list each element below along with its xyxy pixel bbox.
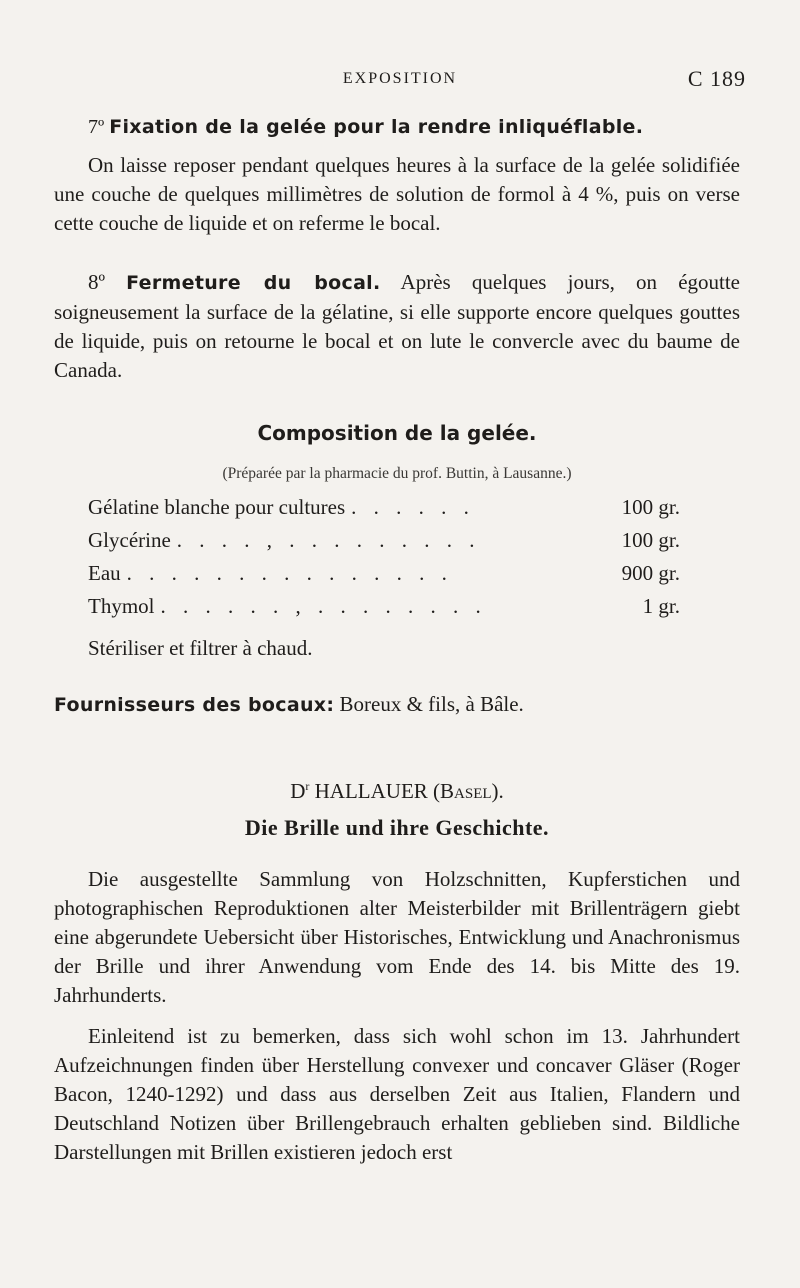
ingredient-amount: 100 gr. (621, 495, 680, 519)
author-prefix: D (290, 779, 306, 803)
author-place-close: ). (491, 779, 504, 803)
composition-title: Composition de la gelée. (257, 421, 537, 445)
german-title-block (54, 813, 740, 842)
german-title: Die Brille und ihre Geschichte. (244, 815, 550, 840)
page-number: C 189 (687, 66, 746, 91)
author-prefix-sup: r (305, 779, 310, 793)
section-7-body (54, 151, 740, 238)
ingredient-row (88, 594, 680, 627)
suppliers-text: Boreux & fils, à Bâle. (339, 692, 524, 716)
author-name: HALLAUER (314, 779, 428, 803)
german-paragraph-2: Einleitend ist zu bemerken, dass sich wohl schon im 13. Jahrhundert Aufzeichnungen finden über Herstellung convexer und concaver Gläser (Roger Bacon, 1240-1292) und dass aus derselben Zeit aus Italien, Flandern und Deutschland Notizen über Brillengebrauch erhalten geblieben sind. Bildliche Darstellungen mit Brillen existieren jedoch erst (54, 1024, 740, 1164)
composition-subtitle: (Préparée par la pharmacie du prof. Buttin, à Lausanne.) (222, 465, 572, 482)
german-paragraph-1: Die ausgestellte Sammlung von Holzschnitten, Kupferstichen und photographischen Reproduktionen alter Meisterbilder mit Brillenträgern giebt eine abgerundete Uebersicht über Historisches, Entwicklung und Anachronismus der Brille und ihrer Anwendung vom Ende des 14. bis Mitte des 19. Jahrhunderts. (54, 867, 740, 1007)
author-place: Basel (440, 779, 492, 803)
ingredient-amount: 100 gr. (621, 528, 680, 552)
section-7-heading-line (54, 113, 740, 142)
ingredient-amount: 1 gr. (642, 594, 680, 618)
section-8-number: 8º (88, 270, 106, 294)
leader-dots: . . . . . . (351, 495, 475, 519)
author-line (54, 772, 740, 806)
german-paragraph-2-block (54, 1022, 740, 1167)
ingredient-row (88, 561, 680, 594)
ingredient-amount: 900 gr. (621, 561, 680, 585)
leader-dots: . . . . , . . . . . . . . . (176, 528, 481, 552)
author-place-open: ( (433, 779, 441, 803)
leader-dots: . . . . . . , . . . . . . . . (160, 594, 487, 618)
section-8-heading: Fermeture du bocal. (126, 272, 381, 294)
ingredient-row (88, 528, 680, 561)
ingredient-name: Eau (88, 561, 121, 585)
section-7-number: 7º (88, 116, 105, 138)
section-8 (54, 268, 740, 385)
section-8-text: Après quelques jours, on égoutte soigneusement la surface de la gélatine, si elle supporte encore quelques gouttes de liquide, puis on retourne le bocal et on lute le convercle avec du baume de Canada. (54, 270, 741, 382)
composition-title-block (54, 419, 740, 448)
section-8-paragraph (54, 268, 740, 385)
ingredient-name: Glycérine (88, 528, 171, 552)
composition-subtitle-block (54, 459, 740, 488)
composition-instruction: Stériliser et filtrer à chaud. (88, 636, 313, 660)
running-head (0, 66, 800, 96)
leader-dots: . . . . . . . . . . . . . . . (126, 561, 453, 585)
suppliers-label: Fournisseurs des bocaux: (54, 694, 335, 716)
ingredients-list (88, 495, 680, 627)
composition-instruction-block (88, 634, 774, 663)
section-7-text: On laisse reposer pendant quelques heures à la surface de la gelée solidifiée une couche de quelques millimètres de solution de formol à 4 %, puis on verse cette couche de liquide et on referme le bocal. (54, 153, 740, 235)
author-block (54, 772, 740, 806)
ingredient-row (88, 495, 680, 528)
ingredient-name: Thymol (88, 594, 155, 618)
running-head-title: EXPOSITION (342, 70, 458, 87)
suppliers-line (54, 690, 740, 720)
section-7-heading: Fixation de la gelée pour la rendre inliquéflable. (109, 116, 644, 138)
german-paragraph-1-block (54, 865, 740, 1010)
ingredient-name: Gélatine blanche pour cultures (88, 495, 346, 519)
suppliers-block (54, 690, 740, 720)
section-7 (54, 113, 740, 142)
